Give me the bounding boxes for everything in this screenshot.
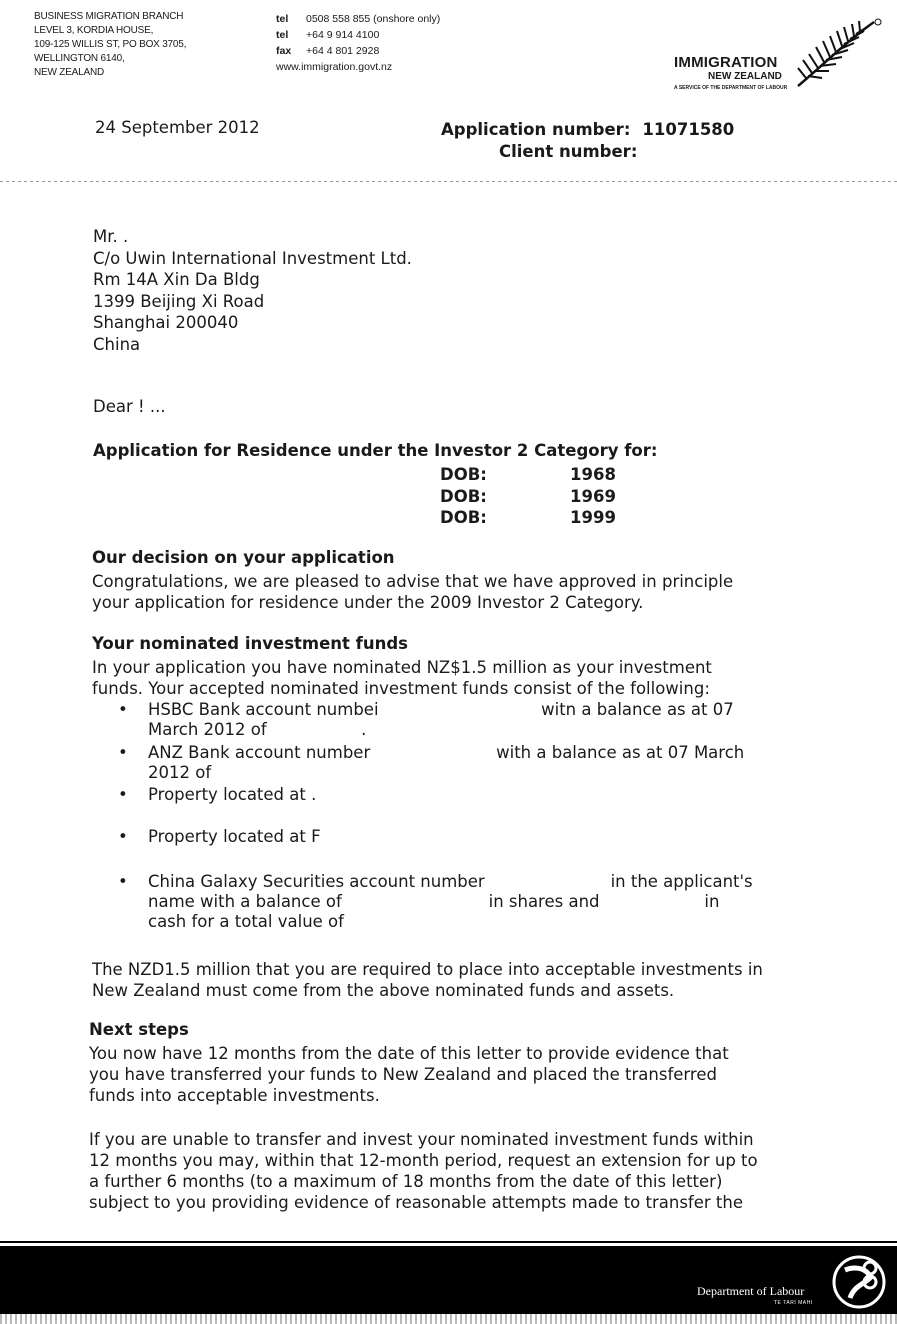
recipient-line: 1399 Beijing Xi Road <box>93 291 265 311</box>
subject-line: Application for Residence under the Investor 2 Category for: <box>93 441 658 460</box>
paragraph-line: your application for residence under the 2009 Investor 2 Category. <box>92 593 644 612</box>
recipient-line: Mr. . <box>93 227 129 246</box>
bullet-icon: • <box>118 743 128 762</box>
list-item-line: HSBC Bank account numbei witn a balance as at 07 <box>148 700 734 719</box>
decision-paragraph <box>92 571 832 613</box>
logo-line1: IMMIGRATION <box>674 54 778 71</box>
branch-address <box>34 10 186 80</box>
paragraph-line: The NZD1.5 million that you are required to place into acceptable investments in <box>92 960 763 979</box>
dob-row <box>440 507 616 529</box>
contact-value: +64 4 801 2928 <box>306 45 380 57</box>
funds-paragraph <box>92 657 832 699</box>
recipient-line: China <box>93 334 141 354</box>
contact-label: tel <box>276 29 289 41</box>
silver-fern-icon <box>792 16 884 88</box>
recipient-address <box>93 226 412 355</box>
application-number-value: 11071580 <box>642 120 735 139</box>
decision-heading: Our decision on your application <box>92 548 395 567</box>
letter-date: 24 September 2012 <box>95 118 260 137</box>
logo-line2: NEW ZEALAND <box>708 71 782 82</box>
funds-heading: Your nominated investment funds <box>92 634 408 653</box>
paragraph-line: New Zealand must come from the above nominated funds and assets. <box>92 981 675 1000</box>
address-line: 109-125 WILLIS ST, PO BOX 3705, <box>34 39 187 50</box>
extension-paragraph <box>89 1129 829 1213</box>
contact-block <box>276 11 440 75</box>
bullet-icon: • <box>118 872 128 891</box>
contact-label: tel <box>276 13 289 25</box>
address-line: NEW ZEALAND <box>34 67 105 78</box>
list-item-line: ANZ Bank account number with a balance as at 07 March <box>148 743 745 762</box>
nzd-paragraph <box>92 959 832 1001</box>
paragraph-line: a further 6 months (to a maximum of 18 months from the date of this letter) <box>89 1172 723 1191</box>
immigration-nz-logo <box>668 16 884 94</box>
paragraph-line: you have transferred your funds to New Zealand and placed the transferred <box>89 1065 717 1084</box>
dob-list <box>440 464 616 529</box>
dob-value: 1969 <box>570 486 616 506</box>
recipient-line: Rm 14A Xin Da Bldg <box>93 270 260 289</box>
scan-edge <box>0 1314 897 1324</box>
dob-row <box>440 486 616 508</box>
list-item-line: 2012 of <box>148 763 212 782</box>
application-number-label: Application number: <box>441 120 631 139</box>
list-item-line: China Galaxy Securities account number in the applicant's <box>148 872 753 891</box>
department-of-labour-logo-icon <box>830 1248 888 1312</box>
list-item-line: cash for a total value of <box>148 912 344 931</box>
scan-divider <box>0 181 897 182</box>
contact-label: fax <box>276 45 292 57</box>
paragraph-line: Congratulations, we are pleased to advise that we have approved in principle <box>92 572 734 591</box>
page-footer <box>0 1246 897 1314</box>
paragraph-line: 12 months you may, within that 12-month period, request an extension for up to <box>89 1151 758 1170</box>
contact-value: 0508 558 855 (onshore only) <box>306 13 441 25</box>
bullet-icon: • <box>118 700 128 719</box>
list-item-line: Property located at . <box>148 785 317 804</box>
address-line: WELLINGTON 6140, <box>34 53 125 64</box>
department-name: Department of Labour <box>697 1284 805 1298</box>
paragraph-line: In your application you have nominated NZ$1.5 million as your investment <box>92 658 712 677</box>
list-item-line: name with a balance of in shares and in <box>148 892 720 911</box>
dob-row <box>440 464 616 486</box>
salutation: Dear ! ... <box>93 397 166 416</box>
dob-label: DOB: <box>440 486 487 506</box>
list-item-line: March 2012 of . <box>148 720 367 739</box>
address-line: LEVEL 3, KORDIA HOUSE, <box>34 25 154 36</box>
paragraph-line: If you are unable to transfer and invest your nominated investment funds within <box>89 1130 754 1149</box>
logo-tagline: A SERVICE OF THE DEPARTMENT OF LABOUR <box>674 85 788 91</box>
contact-value: +64 9 914 4100 <box>306 29 380 41</box>
application-number <box>441 120 734 139</box>
dob-label: DOB: <box>440 465 487 484</box>
dob-value: 1999 <box>570 508 616 527</box>
dob-label: DOB: <box>440 508 487 527</box>
next-steps-paragraph <box>89 1043 829 1106</box>
paragraph-line: funds. Your accepted nominated investment funds consist of the following: <box>92 679 710 698</box>
client-number-label: Client number: <box>499 142 638 161</box>
department-maori-name: TE TARI MAHI <box>774 1300 813 1306</box>
next-steps-heading: Next steps <box>89 1020 189 1039</box>
website-link[interactable]: www.immigration.govt.nz <box>276 61 393 73</box>
bullet-icon: • <box>118 785 128 804</box>
address-line: BUSINESS MIGRATION BRANCH <box>34 11 184 22</box>
paragraph-line: subject to you providing evidence of reasonable attempts made to transfer the <box>89 1193 743 1212</box>
dob-value: 1968 <box>570 465 616 484</box>
recipient-line: Shanghai 200040 <box>93 313 239 332</box>
paragraph-line: funds into acceptable investments. <box>89 1086 380 1105</box>
paragraph-line: You now have 12 months from the date of this letter to provide evidence that <box>89 1044 729 1063</box>
footer-divider <box>0 1241 897 1243</box>
bullet-icon: • <box>118 827 128 846</box>
recipient-line: C/o Uwin International Investment Ltd. <box>93 248 412 268</box>
list-item-line: Property located at F <box>148 827 321 846</box>
